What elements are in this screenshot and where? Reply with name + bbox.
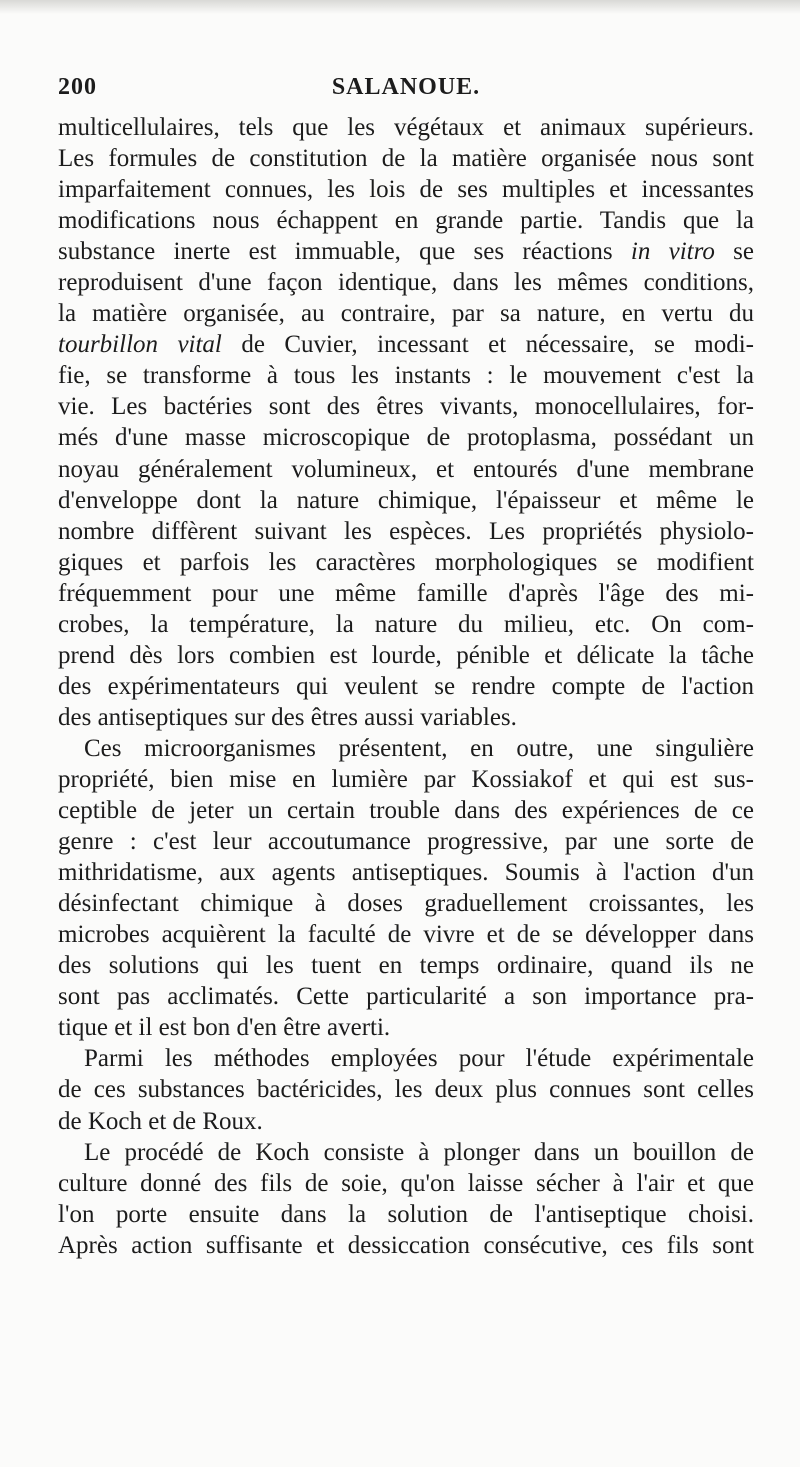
text-line: [58, 485, 754, 516]
text-segment: prend dès lors combien est lourde, pénible et délicate la tâche: [58, 641, 754, 669]
text-segment: sont pas acclimatés. Cette particularité a son importance pra-: [58, 983, 754, 1011]
text-segment: de ces substances bactéricides, les deux plus connues sont celles: [58, 1076, 754, 1104]
page-number: 200: [58, 74, 97, 100]
text-segment: crobes, la température, la nature du milieu, etc. On com-: [58, 610, 754, 638]
text-segment: d'enveloppe dont la nature chimique, l'épaisseur et même le: [58, 486, 754, 514]
text-segment: la matière organisée, au contraire, par sa nature, en vertu du: [58, 300, 754, 328]
text-line: [58, 391, 754, 422]
text-segment: fie, se transforme à tous les instants : le mouvement c'est la: [58, 362, 754, 390]
text-line: [58, 267, 754, 298]
text-segment: Ces microorganismes présentent, en outre, une singulière: [84, 734, 754, 762]
text-segment: més d'une masse microscopique de protoplasma, possédant un: [58, 424, 754, 452]
text-line: [58, 174, 754, 205]
text-segment: Le procédé de Koch consiste à plonger dans un bouillon de: [84, 1138, 754, 1166]
text-line: [58, 1074, 754, 1105]
text-line: [58, 143, 754, 174]
italic-text: in vitro: [630, 238, 715, 266]
text-segment: de Koch et de Roux.: [58, 1107, 263, 1135]
text-segment: modifications nous échappent en grande partie. Tandis que la: [58, 207, 754, 235]
body-text: [58, 112, 754, 1261]
text-segment: Les formules de constitution de la matière organisée nous sont: [58, 145, 754, 173]
text-line: [58, 422, 754, 453]
text-line: [58, 950, 754, 981]
text-line: [58, 329, 754, 360]
text-line: [58, 764, 754, 795]
text-segment: fréquemment pour une même famille d'après l'âge des mi-: [58, 579, 754, 607]
text-line: [58, 826, 754, 857]
text-line: [58, 578, 754, 609]
running-title: SALANOUE.: [331, 74, 481, 100]
text-line: [58, 1043, 754, 1074]
text-segment: vie. Les bactéries sont des êtres vivants, monocellulaires, for-: [58, 393, 754, 421]
text-segment: imparfaitement connues, les lois de ses multiples et incessantes: [58, 176, 754, 204]
text-segment: des solutions qui les tuent en temps ordinaire, quand ils ne: [58, 952, 754, 980]
text-line: [58, 733, 754, 764]
text-line: [58, 516, 754, 547]
scan-shadow: [0, 0, 800, 14]
text-segment: noyau généralement volumineux, et entourés d'une membrane: [58, 455, 754, 483]
text-line: [58, 981, 754, 1012]
text-segment: multicellulaires, tels que les végétaux et animaux supérieurs.: [58, 114, 754, 141]
text-segment: des antiseptiques sur des êtres aussi variables.: [58, 703, 517, 731]
text-line: [58, 454, 754, 485]
text-segment: Parmi les méthodes employées pour l'étude expérimentale: [84, 1045, 754, 1073]
text-segment: genre : c'est leur accoutumance progressive, par une sorte de: [58, 828, 754, 856]
text-segment: tique et il est bon d'en être averti.: [58, 1014, 391, 1042]
text-line: [58, 1230, 754, 1261]
text-line: [58, 919, 754, 950]
text-line: [58, 1168, 754, 1199]
text-segment: reproduisent d'une façon identique, dans les mêmes conditions,: [58, 269, 754, 297]
text-line: [58, 671, 754, 702]
text-segment: propriété, bien mise en lumière par Kossiakof et qui est sus-: [58, 765, 754, 793]
text-segment: des expérimentateurs qui veulent se rendre compte de l'action: [58, 672, 754, 700]
text-line: [58, 609, 754, 640]
text-segment: giques et parfois les caractères morphologiques se modifient: [58, 548, 754, 576]
text-line: [58, 1012, 754, 1043]
text-line: [58, 1106, 754, 1137]
text-segment: mithridatisme, aux agents antiseptiques. Soumis à l'action d'un: [58, 859, 754, 887]
text-line: [58, 205, 754, 236]
text-segment: de Cuvier, incessant et nécessaire, se modi-: [221, 331, 754, 359]
text-line: [58, 640, 754, 671]
text-line: [58, 888, 754, 919]
text-segment: se: [714, 238, 754, 266]
text-line: [58, 236, 754, 267]
text-line: [58, 547, 754, 578]
text-segment: nombre diffèrent suivant les espèces. Les propriétés physiolo-: [58, 517, 754, 545]
text-segment: désinfectant chimique à doses graduellement croissantes, les: [58, 890, 754, 918]
text-line: [58, 298, 754, 329]
italic-text: tourbillon vital: [58, 331, 222, 359]
text-line: [58, 1199, 754, 1230]
text-segment: l'on porte ensuite dans la solution de l'antiseptique choisi.: [58, 1200, 754, 1228]
text-segment: ceptible de jeter un certain trouble dans des expériences de ce: [58, 797, 754, 825]
text-line: [58, 360, 754, 391]
text-segment: substance inerte est immuable, que ses réactions: [58, 238, 631, 266]
text-segment: culture donné des fils de soie, qu'on laisse sécher à l'air et que: [58, 1169, 754, 1197]
text-segment: microbes acquièrent la faculté de vivre et de se développer dans: [58, 921, 754, 949]
running-head: [58, 70, 754, 104]
text-line: [58, 112, 754, 143]
text-segment: Après action suffisante et dessiccation consécutive, ces fils sont: [58, 1231, 754, 1259]
text-line: [58, 702, 754, 733]
text-line: [58, 1137, 754, 1168]
text-line: [58, 795, 754, 826]
text-line: [58, 857, 754, 888]
